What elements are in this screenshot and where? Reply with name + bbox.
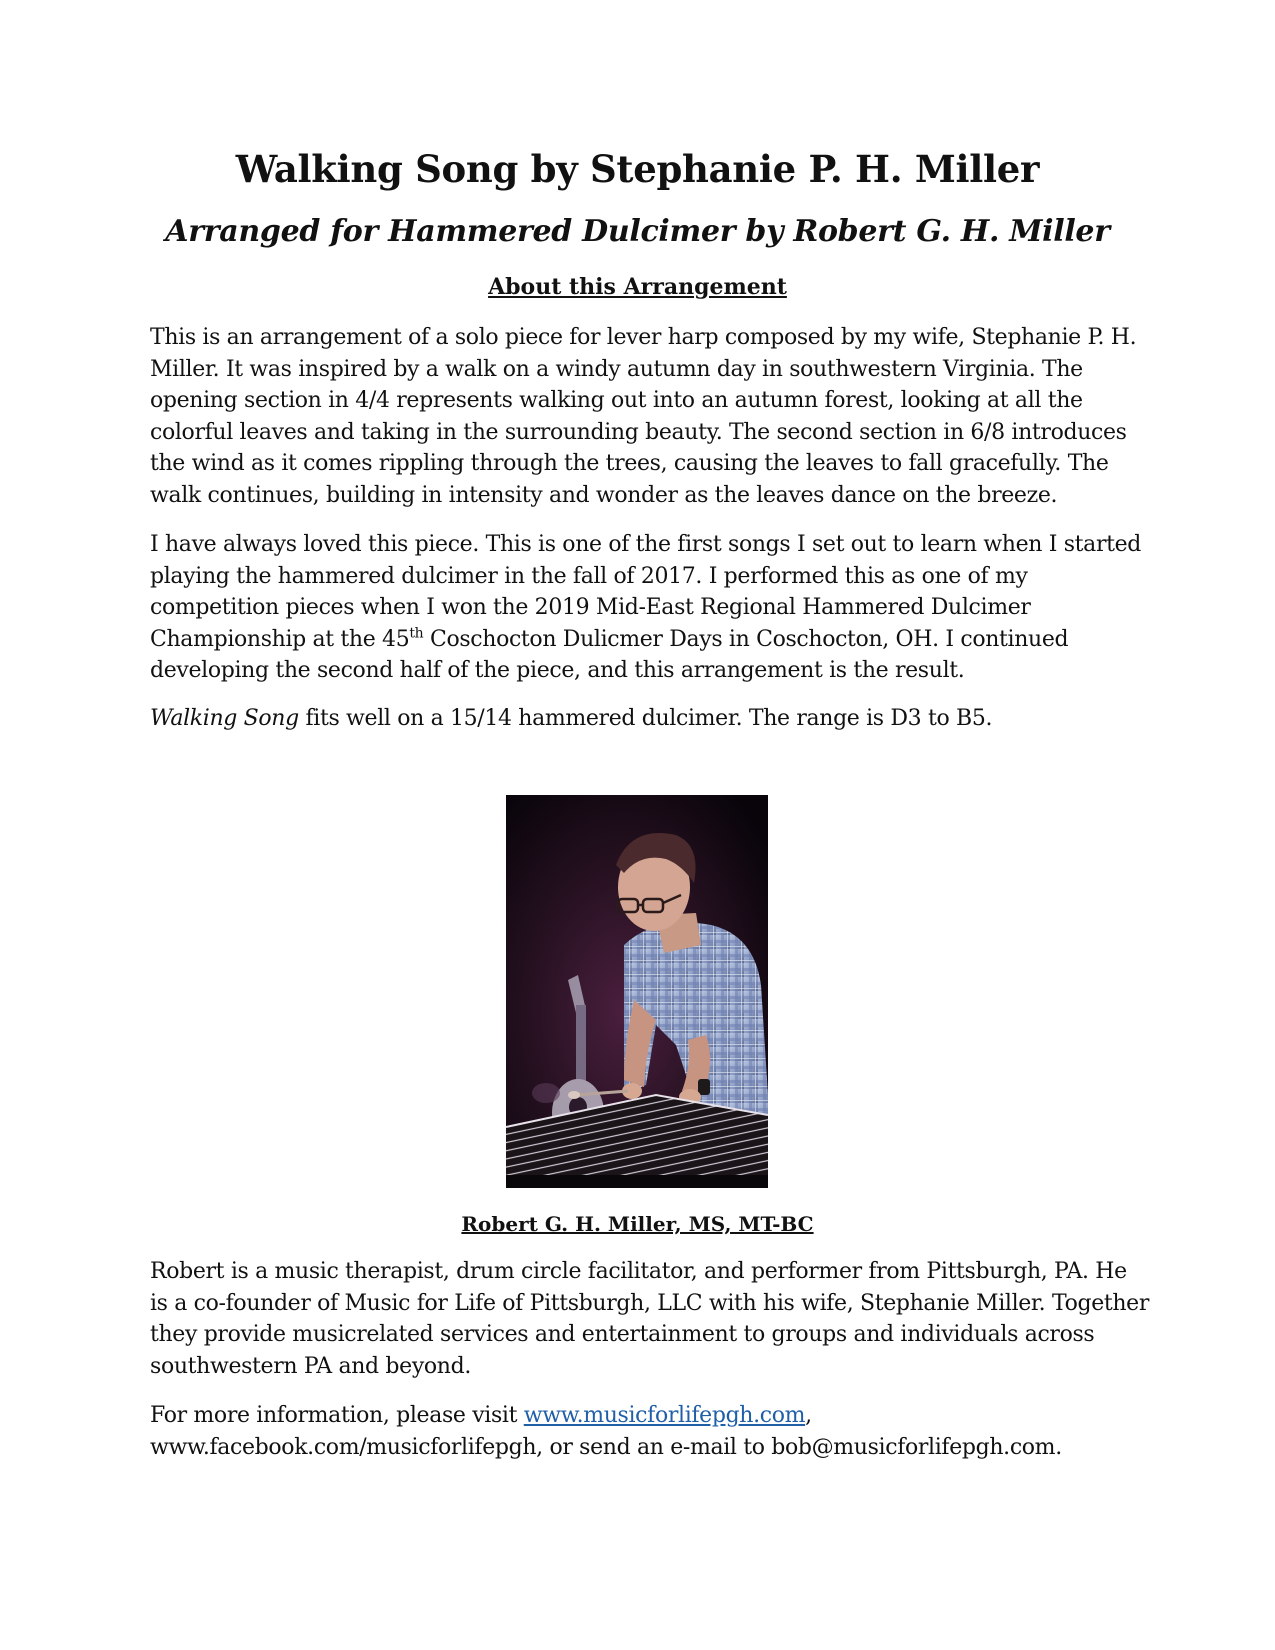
paragraph-history [150,529,1142,687]
paragraph-contact [150,1400,1130,1463]
website-link[interactable]: www.musicforlifepgh.com [523,1403,806,1428]
paragraph-line: playing the hammered dulcimer in the fall of 2017. I performed this as one of my [150,563,1028,589]
performer-photo-image [506,795,768,1188]
paragraph-bio [150,1256,1150,1382]
paragraph-line [150,624,1130,656]
paragraph-line: Robert is a music therapist, drum circle facilitator, and performer from Pittsburgh, PA. He [150,1259,1127,1284]
paragraph-line: southwestern PA and beyond. [150,1353,471,1379]
paragraph-line [150,703,1130,735]
document-title: Walking Song by Stephanie P. H. Miller [235,147,1040,191]
paragraph-description [150,322,1137,511]
event-text: Coschocton Dulicmer Days in Coschocton, OH. I continued [423,626,1069,652]
paragraph-line: developing the second half of the piece, and this arrangement is the result. [150,658,965,683]
championship-text: Championship at the 45 [150,626,410,652]
paragraph-line: This is an arrangement of a solo piece for lever harp composed by my wife, Stephanie P. H. [150,325,1137,350]
paragraph-line: Miller. It was inspired by a walk on a windy autumn day in southwestern Virginia. The [150,356,1083,382]
range-text: fits well on a 15/14 hammered dulcimer. The range is D3 to B5. [298,706,993,731]
document-subtitle: Arranged for Hammered Dulcimer by Robert G. H. Miller [165,214,1110,249]
paragraph-line: opening section in 4/4 represents walking out into an autumn forest, looking at all the [150,388,1083,413]
paragraph-range [150,703,1130,735]
paragraph-line: is a co-founder of Music for Life of Pittsburgh, LLC with his wife, Stephanie Miller. Together [150,1290,1150,1316]
paragraph-line: the wind as it comes rippling through the trees, causing the leaves to fall gracefully. The [150,451,1109,476]
photo-caption: Robert G. H. Miller, MS, MT-BC [461,1212,814,1236]
paragraph-line: colorful leaves and taking in the surrounding beauty. The second section in 6/8 introduces [150,419,1127,445]
section-heading-about: About this Arrangement [488,274,787,300]
song-title-italic: Walking Song [150,706,299,731]
contact-comma: , [805,1403,812,1428]
paragraph-line [150,1400,1130,1432]
performer-photo [506,795,768,1188]
paragraph-line: competition pieces when I won the 2019 Mid-East Regional Hammered Dulcimer [150,595,1031,620]
contact-prefix: For more information, please visit [150,1403,524,1428]
paragraph-line: they provide musicrelated services and entertainment to groups and individuals across [150,1322,1095,1347]
ordinal-suffix: th [409,625,424,642]
paragraph-line: walk continues, building in intensity and wonder as the leaves dance on the breeze. [150,482,1058,508]
paragraph-line: I have always loved this piece. This is one of the first songs I set out to learn when I started [150,532,1142,557]
contact-line-facebook-email: www.facebook.com/musicforlifepgh, or send an e-mail to bob@musicforlifepgh.com. [150,1434,1062,1460]
